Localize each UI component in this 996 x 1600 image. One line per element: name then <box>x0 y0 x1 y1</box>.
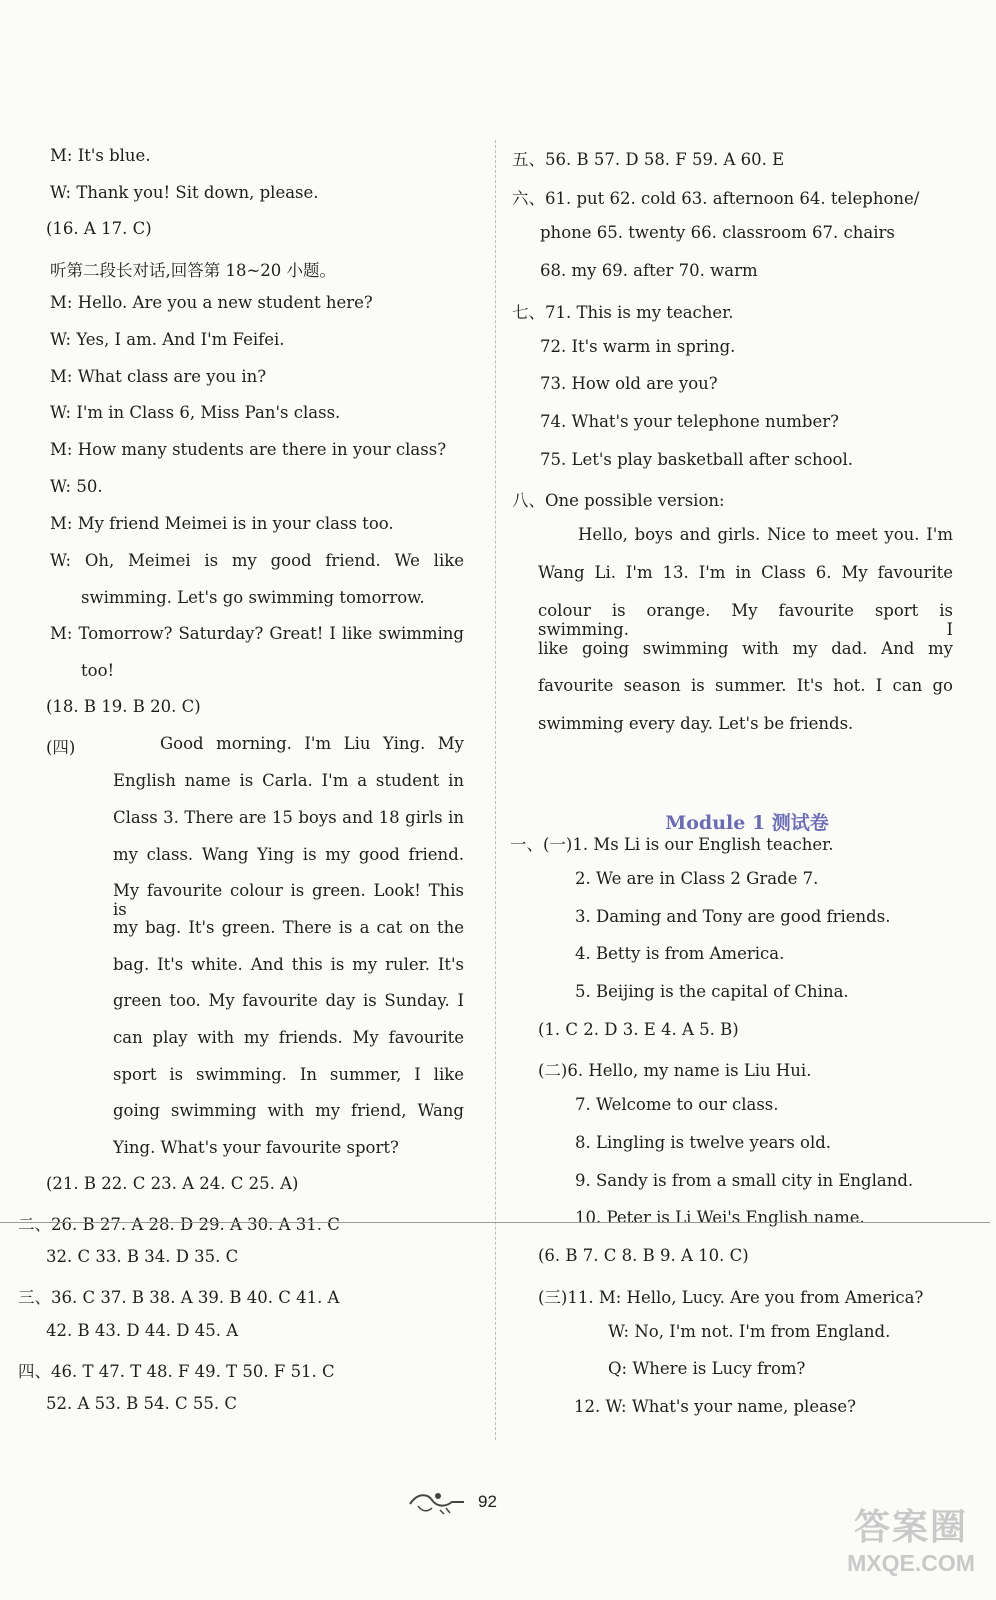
answer-row: W: No, I'm not. I'm from England. <box>608 1322 891 1341</box>
answer-group: (6. B 7. C 8. B 9. A 10. C) <box>538 1246 749 1265</box>
watermark <box>836 1505 986 1595</box>
section-label: (四) <box>46 738 76 757</box>
answer-row: 七、71. This is my teacher. <box>512 303 734 322</box>
answer-row: 四、46. T 47. T 48. F 49. T 50. F 51. C <box>18 1362 335 1381</box>
answer-row: 10. Peter is Li Wei's English name. <box>575 1208 865 1227</box>
answer-group: (18. B 19. B 20. C) <box>46 697 201 716</box>
answer-group: (1. C 2. D 3. E 4. A 5. B) <box>538 1020 739 1039</box>
dialogue-line: W: I'm in Class 6, Miss Pan's class. <box>50 403 341 422</box>
passage-line: like going swimming with my dad. And my <box>538 639 953 658</box>
dialogue-line: M: How many students are there in your class? <box>50 440 447 459</box>
answer-row: (三)11. M: Hello, Lucy. Are you from America? <box>538 1288 924 1307</box>
answer-row: 六、61. put 62. cold 63. afternoon 64. telephone/ <box>512 189 920 208</box>
answer-row: 52. A 53. B 54. C 55. C <box>46 1394 237 1413</box>
instruction-text: 听第二段长对话,回答第 18~20 小题。 <box>50 261 337 280</box>
answer-group: (21. B 22. C 23. A 24. C 25. A) <box>46 1174 299 1193</box>
passage-line: swimming every day. Let's be friends. <box>538 714 854 733</box>
dialogue-line: too! <box>81 661 115 680</box>
answer-row: 9. Sandy is from a small city in England. <box>575 1171 914 1190</box>
answer-row: 一、(一)1. Ms Li is our English teacher. <box>510 835 834 854</box>
answer-row: 3. Daming and Tony are good friends. <box>575 907 891 926</box>
answer-row: 32. C 33. B 34. D 35. C <box>46 1247 239 1266</box>
passage-line: Hello, boys and girls. Nice to meet you. I'm <box>578 525 953 544</box>
dialogue-line: W: Oh, Meimei is my good friend. We like <box>50 551 464 570</box>
answer-row: 75. Let's play basketball after school. <box>540 450 853 469</box>
dialogue-line: M: It's blue. <box>50 146 151 165</box>
passage-line: bag. It's white. And this is my ruler. It's <box>113 955 464 974</box>
passage-line: Good morning. I'm Liu Ying. My <box>160 734 464 753</box>
passage-line: Wang Li. I'm 13. I'm in Class 6. My favourite <box>538 563 953 582</box>
dialogue-line: M: Tomorrow? Saturday? Great! I like swimming <box>50 624 464 643</box>
watermark-logo: 答案圈 <box>853 1506 968 1547</box>
passage-line: can play with my friends. My favourite <box>113 1028 464 1047</box>
answer-row: 2. We are in Class 2 Grade 7. <box>575 869 819 888</box>
watermark-url: MXQE.COM <box>847 1550 975 1576</box>
section-title: Module 1 测试卷 <box>665 812 829 834</box>
passage-line: Class 3. There are 15 boys and 18 girls in <box>113 808 464 827</box>
passage-line: English name is Carla. I'm a student in <box>113 771 464 790</box>
passage-line: favourite season is summer. It's hot. I can go <box>538 676 953 695</box>
passage-line: sport is swimming. In summer, I like <box>113 1065 464 1084</box>
passage-line: green too. My favourite day is Sunday. I <box>113 991 464 1010</box>
answer-row: phone 65. twenty 66. classroom 67. chairs <box>540 223 895 242</box>
answer-row: 73. How old are you? <box>540 374 718 393</box>
column-divider <box>495 140 496 1440</box>
dialogue-line: W: Yes, I am. And I'm Feifei. <box>50 330 285 349</box>
answer-group: (16. A 17. C) <box>46 219 152 238</box>
answer-row: 7. Welcome to our class. <box>575 1095 779 1114</box>
answer-row: 三、36. C 37. B 38. A 39. B 40. C 41. A <box>18 1288 340 1307</box>
passage-line: my class. Wang Ying is my good friend. <box>113 845 464 864</box>
answer-row: 八、One possible version: <box>512 491 725 510</box>
passage-line: My favourite colour is green. Look! This is <box>113 881 464 919</box>
answer-row: 8. Lingling is twelve years old. <box>575 1133 832 1152</box>
answer-row: Q: Where is Lucy from? <box>608 1359 806 1378</box>
answer-row: 二、26. B 27. A 28. D 29. A 30. A 31. C <box>18 1215 340 1234</box>
passage-line: colour is orange. My favourite sport is swimming. I <box>538 601 953 639</box>
passage-line: going swimming with my friend, Wang <box>113 1101 464 1120</box>
dialogue-line: swimming. Let's go swimming tomorrow. <box>81 588 425 607</box>
dialogue-line: M: What class are you in? <box>50 367 267 386</box>
footer-ornament-icon <box>408 1486 466 1516</box>
answer-row: 74. What's your telephone number? <box>540 412 839 431</box>
answer-row: 68. my 69. after 70. warm <box>540 261 758 280</box>
answer-row: 4. Betty is from America. <box>575 944 785 963</box>
passage-line: Ying. What's your favourite sport? <box>113 1138 399 1157</box>
horizontal-rule <box>0 1222 990 1223</box>
answer-row: 五、56. B 57. D 58. F 59. A 60. E <box>512 150 785 169</box>
passage-line: my bag. It's green. There is a cat on the <box>113 918 464 937</box>
answer-row: 12. W: What's your name, please? <box>574 1397 857 1416</box>
answer-row: 5. Beijing is the capital of China. <box>575 982 849 1001</box>
dialogue-line: M: My friend Meimei is in your class too. <box>50 514 394 533</box>
answer-row: 72. It's warm in spring. <box>540 337 736 356</box>
answer-row: (二)6. Hello, my name is Liu Hui. <box>538 1061 812 1080</box>
dialogue-line: W: 50. <box>50 477 103 496</box>
answer-row: 42. B 43. D 44. D 45. A <box>46 1321 239 1340</box>
dialogue-line: M: Hello. Are you a new student here? <box>50 293 373 312</box>
page-number: 92 <box>478 1492 497 1511</box>
dialogue-line: W: Thank you! Sit down, please. <box>50 183 319 202</box>
